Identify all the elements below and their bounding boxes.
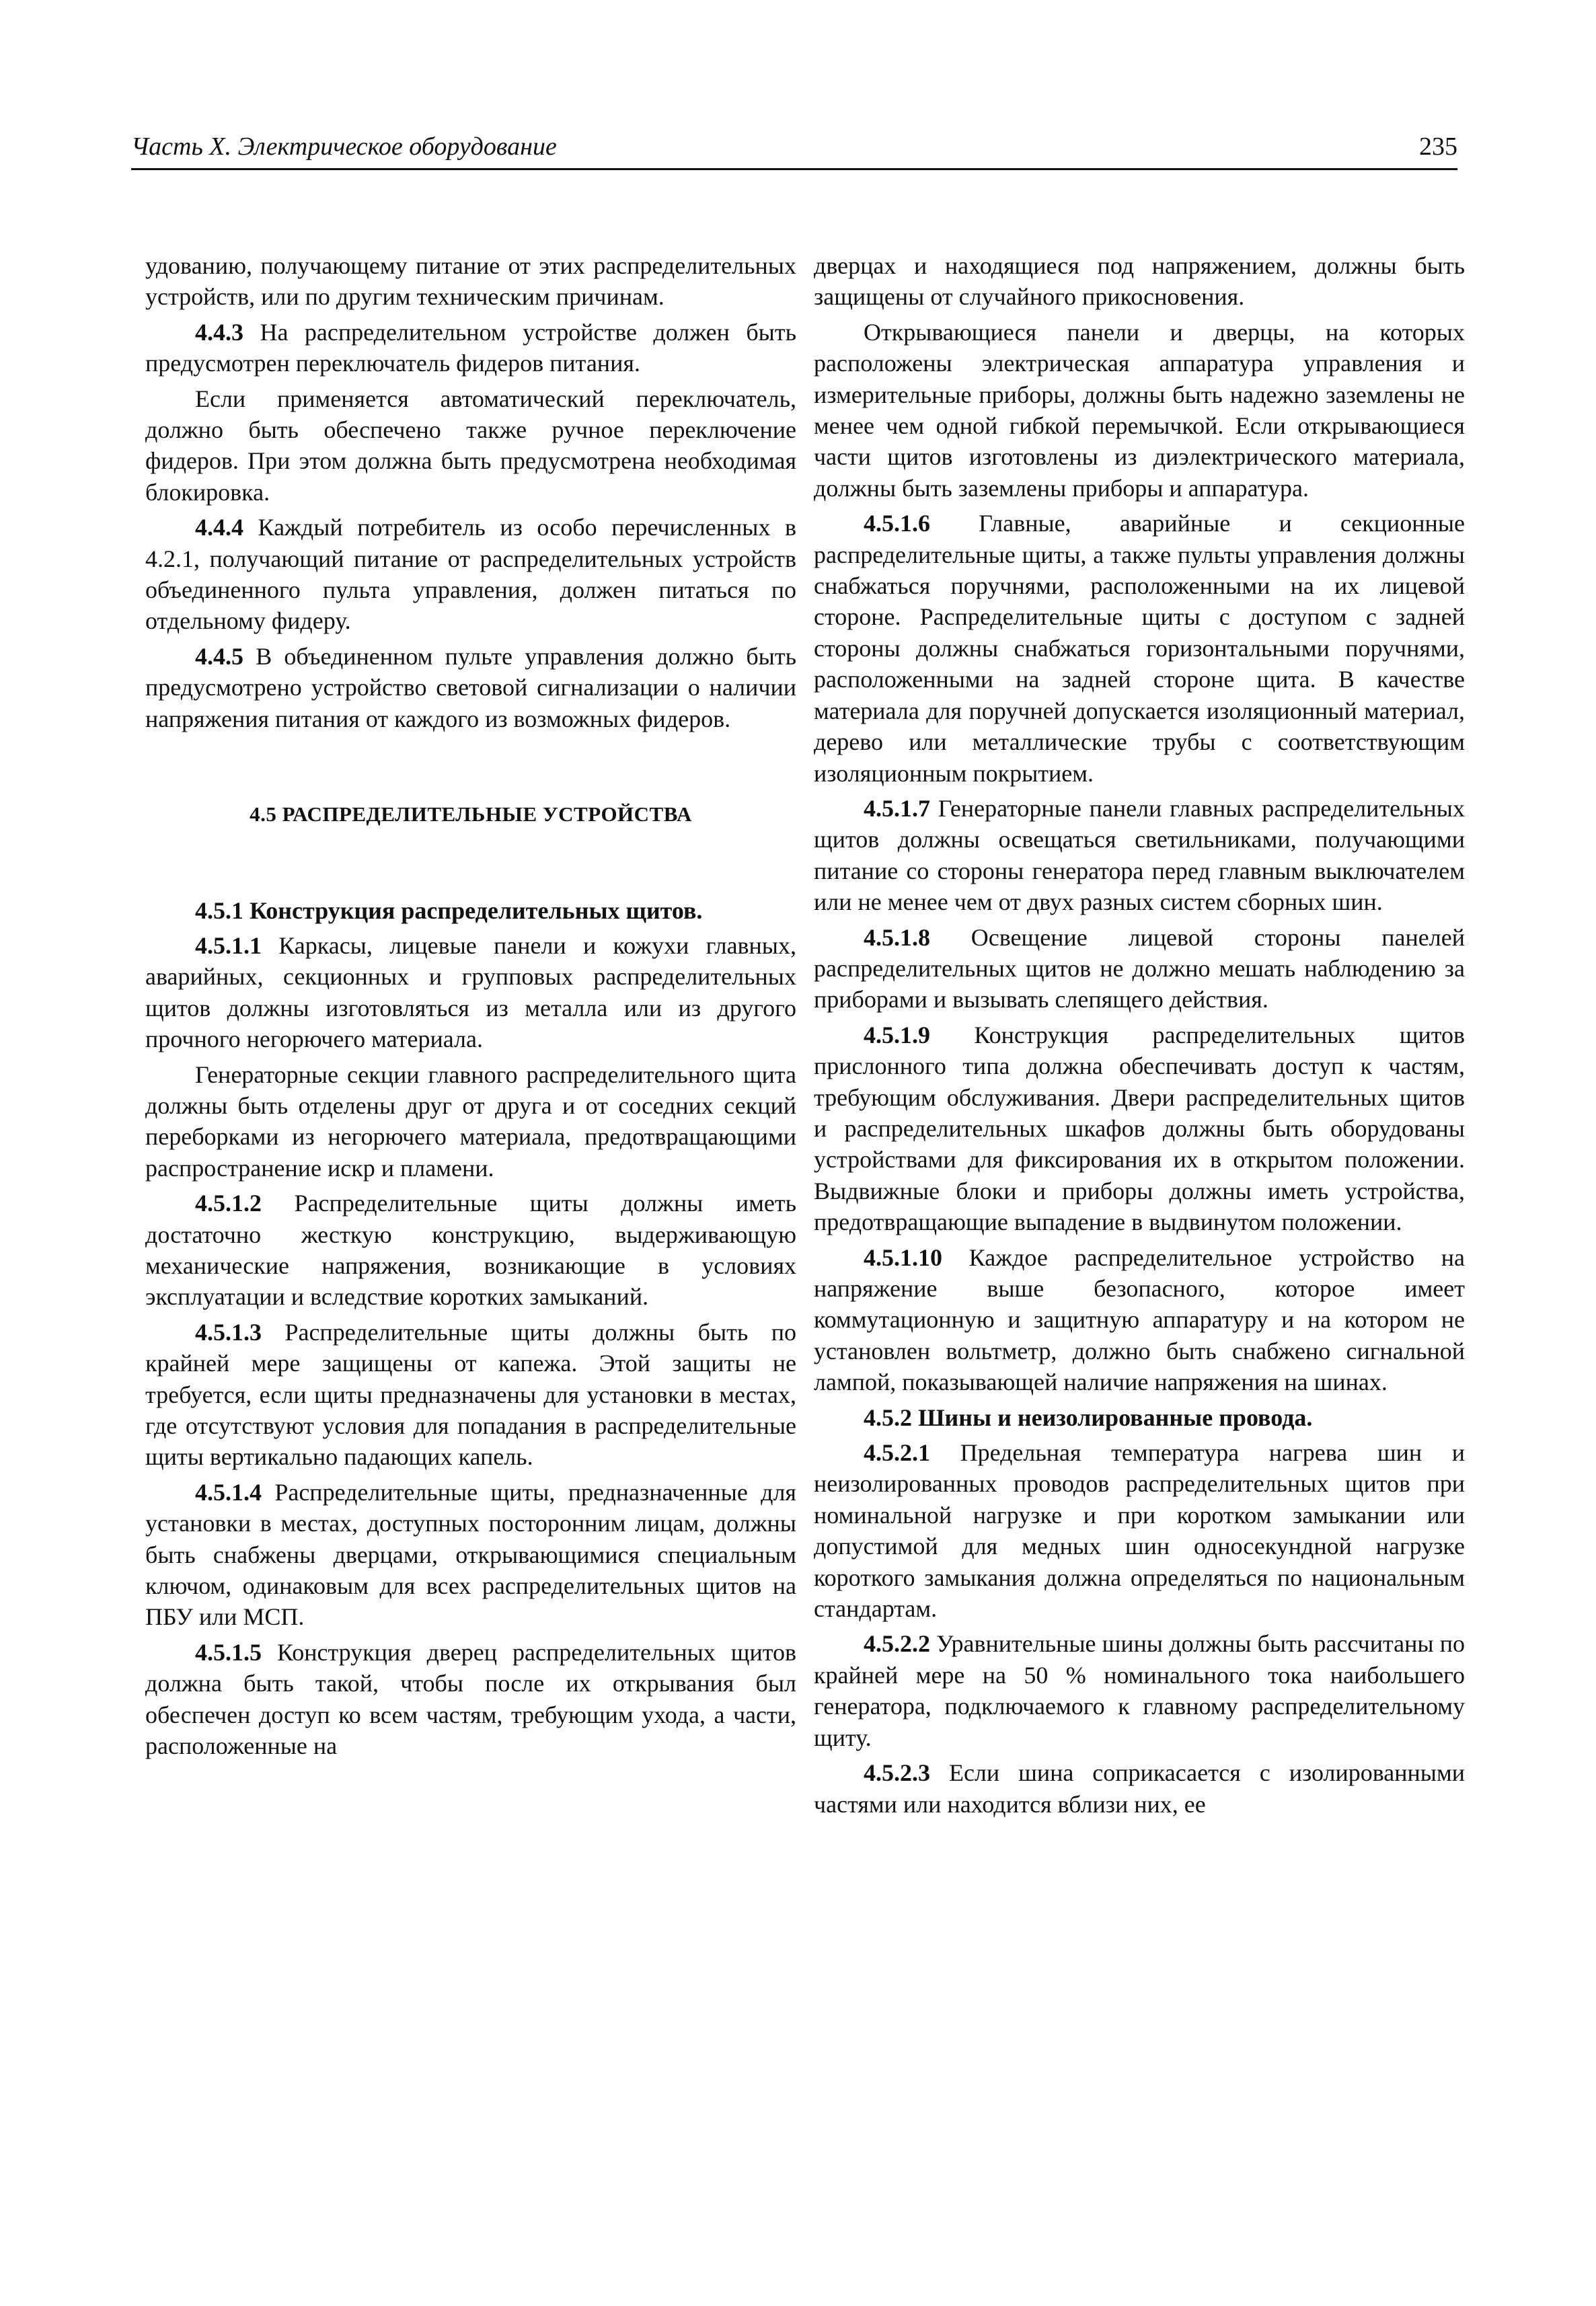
clause-number: 4.5.1.6	[864, 510, 930, 537]
paragraph-4-5-2-3: 4.5.2.3 Если шина соприкасается с изолированными частями или находится вблизи них, ее	[814, 1759, 1465, 1818]
section-heading: 4.5 РАСПРЕДЕЛИТЕЛЬНЫЕ УСТРОЙСТВА	[250, 802, 692, 827]
right-column	[814, 250, 1465, 1824]
clause-number: 4.5.1.4	[195, 1478, 262, 1506]
clause-number: 4.5.1.9	[864, 1021, 930, 1048]
subsection-heading: 4.5.2 Шины и неизолированные провода.	[864, 1404, 1313, 1431]
paragraph-4-4-3: 4.4.3 На распределительном устройстве должен быть предусмотрен переключатель фидеров питания.	[145, 318, 796, 377]
paragraph: удованию, получающему питание от этих распределительных устройств, или по другим техническим причинам.	[145, 252, 796, 311]
clause-number: 4.5.1.2	[195, 1190, 262, 1217]
paragraph-4-5-1-7: 4.5.1.7 Генераторные панели главных распределительных щитов должны освещаться светильниками, получающими питание со стороны генератора перед главным выключателем или не менее чем от двух разных систем сборных шин.	[814, 794, 1465, 916]
clause-number: 4.4.5	[195, 642, 243, 670]
clause-number: 4.4.4	[195, 514, 243, 541]
header-title: Часть X. Электрическое оборудование	[131, 132, 557, 161]
clause-number: 4.5.1.7	[864, 794, 930, 822]
paragraph-4-5-1-5: 4.5.1.5 Конструкция дверец распределительных щитов должна быть такой, чтобы после их открывания был обеспечен доступ ко всем частям, требующим ухода, а части, расположенные на	[145, 1638, 796, 1760]
clause-number: 4.5.1.1	[195, 931, 262, 959]
paragraph-4-5-1-6: 4.5.1.6 Главные, аварийные и секционные распределительные щиты, а также пульты управления должны снабжаться поручнями, расположенными на их лицевой стороне. Распределительные щиты с доступом с задней стороны должны снабжаться горизонтальными поручнями, расположенными на задней стороне щита. В качестве материала для поручней допускается изоляционный материал, дерево или металлические трубы с соответствующим изоляционным покрытием.	[814, 510, 1465, 787]
page-number: 235	[1419, 132, 1457, 161]
paragraph-4-5-1-4: 4.5.1.4 Распределительные щиты, предназначенные для установки в местах, доступных посторонним лицам, должны быть снабжены дверцами, открывающимися специальным ключом, одинаковым для всех распределительных щитов на ПБУ или МСП.	[145, 1478, 796, 1631]
clause-number: 4.5.1.10	[864, 1243, 942, 1271]
paragraph: дверцах и находящиеся под напряжением, должны быть защищены от случайного прикосновения.	[814, 252, 1465, 311]
clause-number: 4.5.1.5	[195, 1638, 262, 1666]
paragraph-4-5-1-1: 4.5.1.1 Каркасы, лицевые панели и кожухи главных, аварийных, секционных и групповых распределительных щитов должны изготовляться из металла или из другого прочного негорючего материала.	[145, 931, 796, 1053]
paragraph-4-5-1-2: 4.5.1.2 Распределительные щиты должны иметь достаточно жесткую конструкцию, выдерживающую механические напряжения, возникающие в условиях эксплуатации и вследствие коротких замыканий.	[145, 1190, 796, 1311]
clause-number: 4.5.1.8	[864, 923, 930, 951]
paragraph-4-5-1-3: 4.5.1.3 Распределительные щиты должны быть по крайней мере защищены от капежа. Этой защиты не требуется, если щиты предназначены для установки в местах, где отсутствуют условия для попадания в распределительные щиты вертикально падающих капель.	[145, 1318, 796, 1471]
paragraph-4-5-1-9: 4.5.1.9 Конструкция распределительных щитов прислонного типа должна обеспечивать доступ к частям, требующим обслуживания. Двери распределительных щитов и распределительных шкафов должны быть оборудованы устройствами для фиксирования их в открытом положении. Выдвижные блоки и приборы должны иметь устройства, предотвращающие выпадение в выдвинутом положении.	[814, 1021, 1465, 1236]
paragraph-4-4-4: 4.4.4 Каждый потребитель из особо перечисленных в 4.2.1, получающий питание от распределительных устройств объединенного пульта управления, должен питаться по отдельному фидеру.	[145, 514, 796, 635]
paragraph-4-5-2-1: 4.5.2.1 Предельная температура нагрева шин и неизолированных проводов распределительных щитов при номинальной нагрузке и при коротком замыкании или допустимой для медных шин односекундной нагрузке короткого замыкания должна определяться по национальным стандартам.	[814, 1439, 1465, 1623]
paragraph-4-5-1-8: 4.5.1.8 Освещение лицевой стороны панелей распределительных щитов не должно мешать наблюдению за приборами и вызывать слепящего действия.	[814, 923, 1465, 1013]
paragraph-4-5-1-10: 4.5.1.10 Каждое распределительное устройство на напряжение выше безопасного, которое имеет коммутационную и защитную аппаратуру и на котором не установлен вольтметр, должно быть снабжено сигнальной лампой, показывающей наличие напряжения на шинах.	[814, 1243, 1465, 1396]
clause-number: 4.4.3	[195, 318, 243, 346]
clause-number: 4.5.2.1	[864, 1439, 930, 1467]
paragraph: Генераторные секции главного распределительного щита должны быть отделены друг от друга и от соседних секций переборками из негорючего материала, предотвращающими распространение искр и пламени.	[145, 1061, 796, 1182]
subsection-heading: 4.5.1 Конструкция распределительных щитов.	[195, 896, 703, 924]
clause-number: 4.5.1.3	[195, 1318, 262, 1346]
running-header	[131, 132, 1457, 167]
clause-number: 4.5.2.2	[864, 1630, 930, 1658]
header-rule	[131, 168, 1457, 170]
paragraph: Если применяется автоматический переключатель, должно быть обеспечено также ручное переключение фидеров. При этом должна быть предусмотрена необходимая блокировка.	[145, 385, 796, 506]
paragraph: Открывающиеся панели и дверцы, на которых расположены электрическая аппаратура управления и измерительные приборы, должны быть надежно заземлены не менее чем одной гибкой перемычкой. Если открывающиеся части щитов изготовлены из диэлектрического материала, должны быть заземлены приборы и аппаратура.	[814, 318, 1465, 502]
clause-number: 4.5.2.3	[864, 1759, 930, 1787]
left-column	[145, 250, 796, 1765]
paragraph-4-5-2-2: 4.5.2.2 Уравнительные шины должны быть рассчитаны по крайней мере на 50 % номинального тока наибольшего генератора, подключаемого к главному распределительному щиту.	[814, 1630, 1465, 1751]
paragraph-4-4-5: 4.4.5 В объединенном пульте управления должно быть предусмотрено устройство световой сигнализации о наличии напряжения питания от каждого из возможных фидеров.	[145, 642, 796, 732]
